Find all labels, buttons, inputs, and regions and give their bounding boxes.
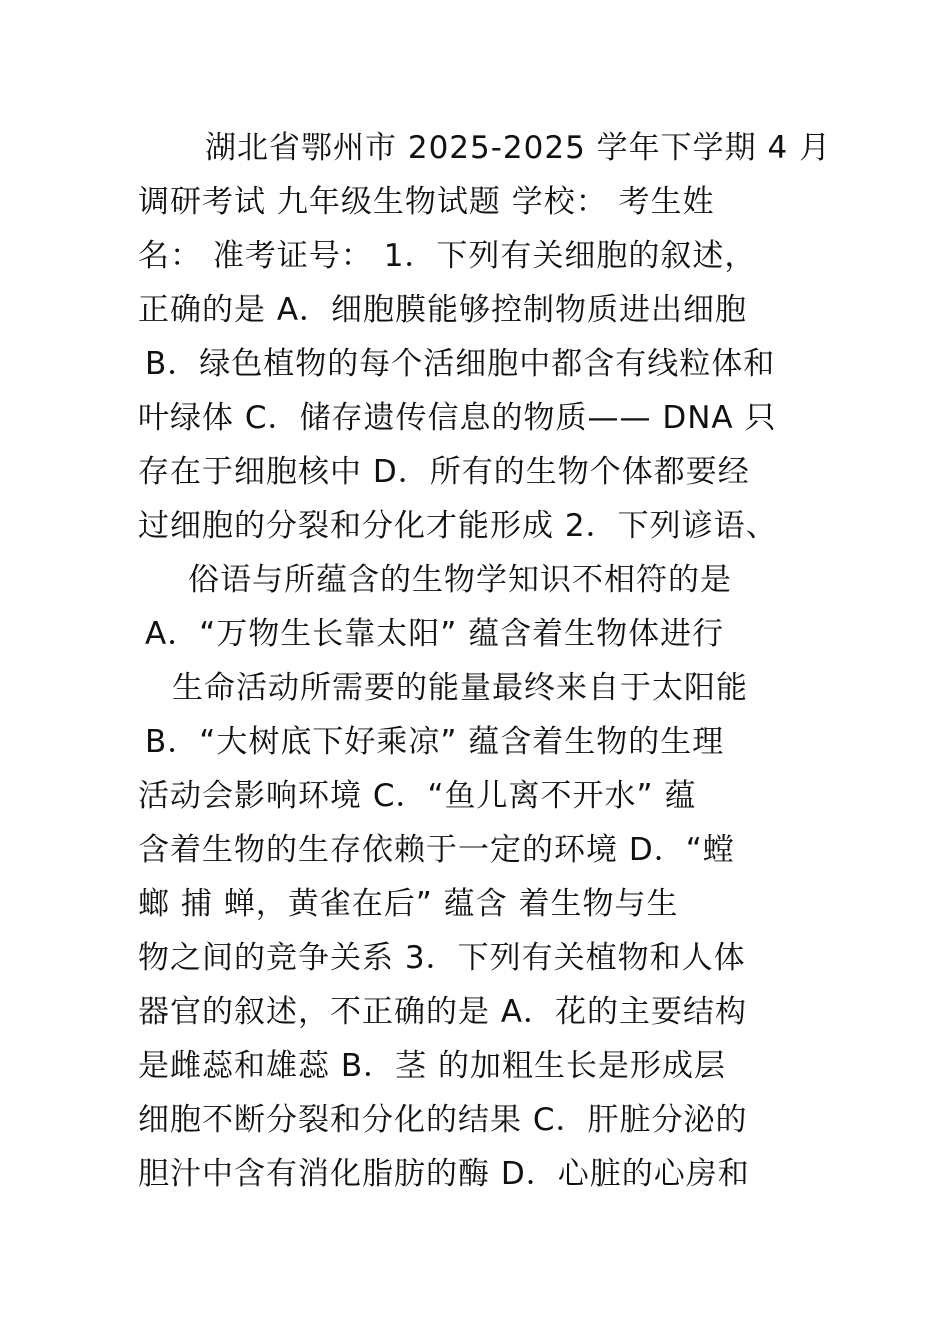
text-line-16: 物之间的竞争关系 3．下列有关植物和人体	[138, 940, 746, 976]
text-line-2: 调研考试 九年级生物试题 学校： 考生姓	[138, 184, 715, 220]
text-line-1: 湖北省鄂州市 2025-2025 学年下学期 4 月	[205, 130, 832, 166]
text-line-12: B．“大树底下好乘凉” 蕴含着生物的生理	[145, 724, 725, 760]
text-line-18: 是雌蕊和雄蕊 B．茎 的加粗生长是形成层	[138, 1048, 726, 1084]
text-line-13: 活动会影响环境 C．“鱼儿离不开水” 蕴	[138, 778, 697, 814]
text-line-14: 含着生物的生存依赖于一定的环境 D．“螳	[138, 832, 735, 868]
text-line-10: A．“万物生长靠太阳” 蕴含着生物体进行	[145, 616, 725, 652]
text-line-20: 胆汁中含有消化脂肪的酶 D．心脏的心房和	[138, 1156, 750, 1192]
text-line-15: 螂 捕 蝉，黄雀在后” 蕴含 着生物与生	[138, 886, 679, 922]
text-line-9: 俗语与所蕴含的生物学知识不相符的是	[188, 562, 732, 598]
text-line-11: 生命活动所需要的能量最终来自于太阳能	[172, 670, 748, 706]
text-line-4: 正确的是 A．细胞膜能够控制物质进出细胞	[138, 292, 748, 328]
text-line-17: 器官的叙述，不正确的是 A．花的主要结构	[138, 994, 748, 1030]
text-line-5: B．绿色植物的每个活细胞中都含有线粒体和	[145, 346, 776, 382]
text-line-6: 叶绿体 C．储存遗传信息的物质—— DNA 只	[138, 400, 777, 436]
text-line-7: 存在于细胞核中 D．所有的生物个体都要经	[138, 454, 750, 490]
text-line-8: 过细胞的分裂和分化才能形成 2．下列谚语、	[138, 508, 778, 544]
text-line-3: 名： 准考证号： 1．下列有关细胞的叙述，	[138, 238, 757, 274]
text-line-19: 细胞不断分裂和分化的结果 C．肝脏分泌的	[138, 1102, 748, 1138]
